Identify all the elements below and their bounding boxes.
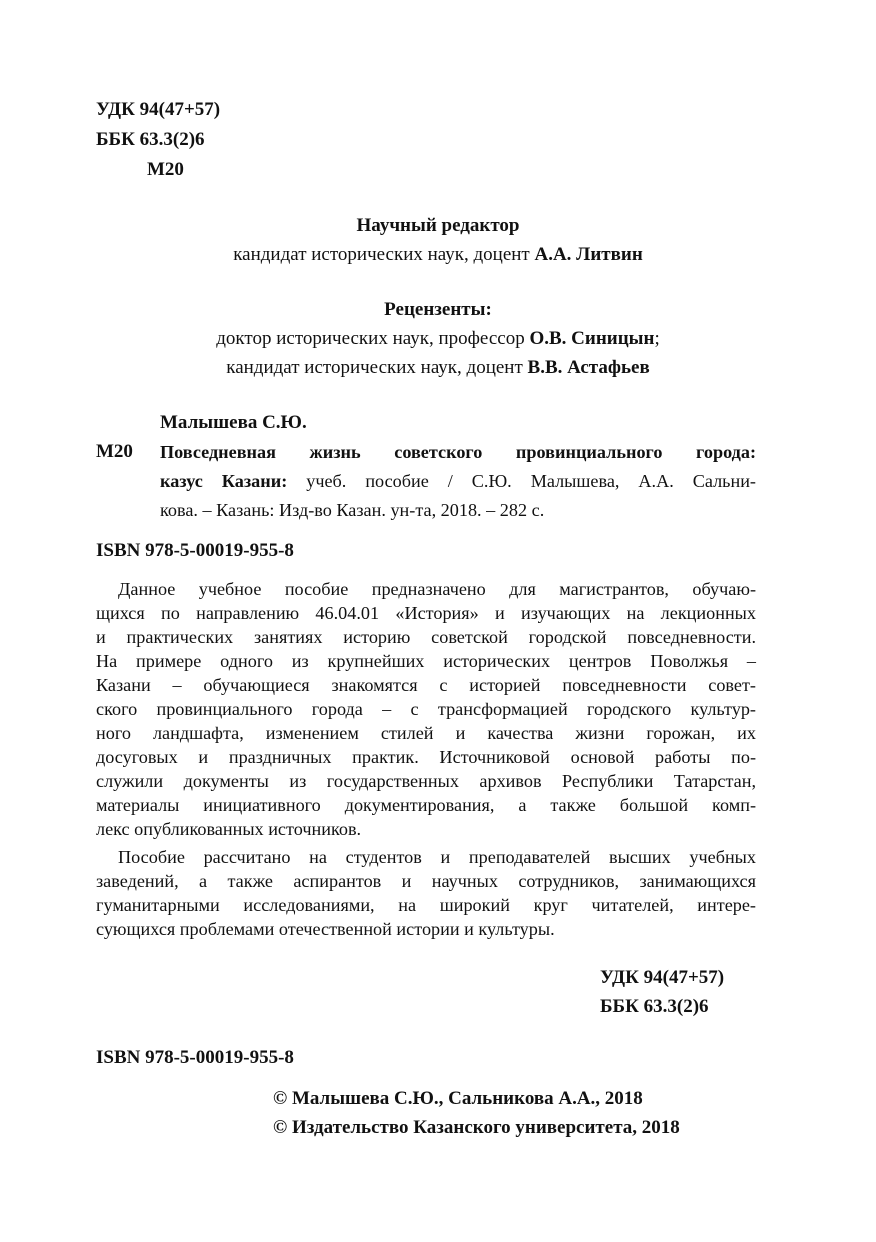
abstract-line: ского провинциального города – с трансформацией городского культур-	[96, 699, 756, 719]
abstract-line: щихся по направлению 46.04.01 «История» и изучающих на лекционных	[96, 603, 756, 623]
abstract-line: Данное учебное пособие предназначено для магистрантов, обучаю-	[118, 579, 756, 599]
reviewer-1-suffix: ;	[654, 328, 660, 349]
abstract-line: служили документы из государственных архивов Республики Татарстан,	[96, 771, 756, 791]
copyright-publisher: © Издательство Казанского университета, 2018	[273, 1117, 680, 1138]
footer-udk: УДК 94(47+57)	[600, 967, 725, 988]
abstract-line: сующихся проблемами отечественной истории и культуры.	[96, 919, 555, 939]
isbn-bottom: ISBN 978-5-00019-955-8	[96, 1047, 294, 1068]
isbn-top: ISBN 978-5-00019-955-8	[96, 540, 294, 561]
reviewers-heading: Рецензенты:	[384, 299, 492, 320]
editor-heading: Научный редактор	[356, 215, 520, 236]
reviewer-1-degree: доктор исторических наук, профессор	[216, 328, 530, 349]
abstract-line: лекс опубликованных источников.	[96, 819, 362, 839]
reviewer-1	[0, 327, 876, 351]
citation-line3: кова. – Казань: Изд-во Казан. ун-та, 2018. – 282 с.	[160, 500, 545, 520]
editor-line	[0, 243, 876, 267]
editor-degree: кандидат исторических наук, доцент	[233, 244, 535, 265]
abstract-line: заведений, а также аспирантов и научных сотрудников, занимающихся	[96, 871, 756, 891]
abstract-line: материалы инициативного документирования, а также большой комп-	[96, 795, 756, 815]
abstract-line: досуговых и праздничных практик. Источниковой основой работы по-	[96, 747, 756, 767]
udk-code: УДК 94(47+57)	[96, 99, 221, 120]
citation-title-line2	[160, 469, 756, 493]
abstract-line: и практических занятиях историю советской городской повседневности.	[96, 627, 756, 647]
copyright-authors: © Малышева С.Ю., Сальникова А.А., 2018	[273, 1088, 643, 1109]
author-mark: М20	[147, 159, 184, 180]
reviewer-2	[0, 356, 876, 380]
citation-code: М20	[96, 441, 133, 462]
citation-title-line1: Повседневная жизнь советского провинциального города:	[160, 442, 756, 462]
citation-title-rest: учеб. пособие / С.Ю. Малышева, А.А. Сальни-	[287, 471, 756, 491]
editor-name: А.А. Литвин	[534, 244, 643, 265]
abstract-line: гуманитарными исследованиями, на широкий круг читателей, интере-	[96, 895, 756, 915]
abstract-line: Пособие рассчитано на студентов и преподавателей высших учебных	[118, 847, 756, 867]
reviewer-2-name: В.В. Астафьев	[527, 357, 650, 378]
abstract-line: Казани – обучающиеся знакомятся с историей повседневности совет-	[96, 675, 756, 695]
footer-bbk: ББК 63.3(2)6	[600, 996, 709, 1017]
citation-author: Малышева С.Ю.	[160, 412, 307, 433]
abstract-line: ного ландшафта, изменением стилей и качества жизни горожан, их	[96, 723, 756, 743]
citation-title-bold: казус Казани:	[160, 471, 288, 491]
reviewer-2-degree: кандидат исторических наук, доцент	[226, 357, 528, 378]
bbk-code: ББК 63.3(2)6	[96, 129, 205, 150]
reviewer-1-name: О.В. Синицын	[529, 328, 655, 349]
abstract-line: На примере одного из крупнейших исторических центров Поволжья –	[96, 651, 756, 671]
